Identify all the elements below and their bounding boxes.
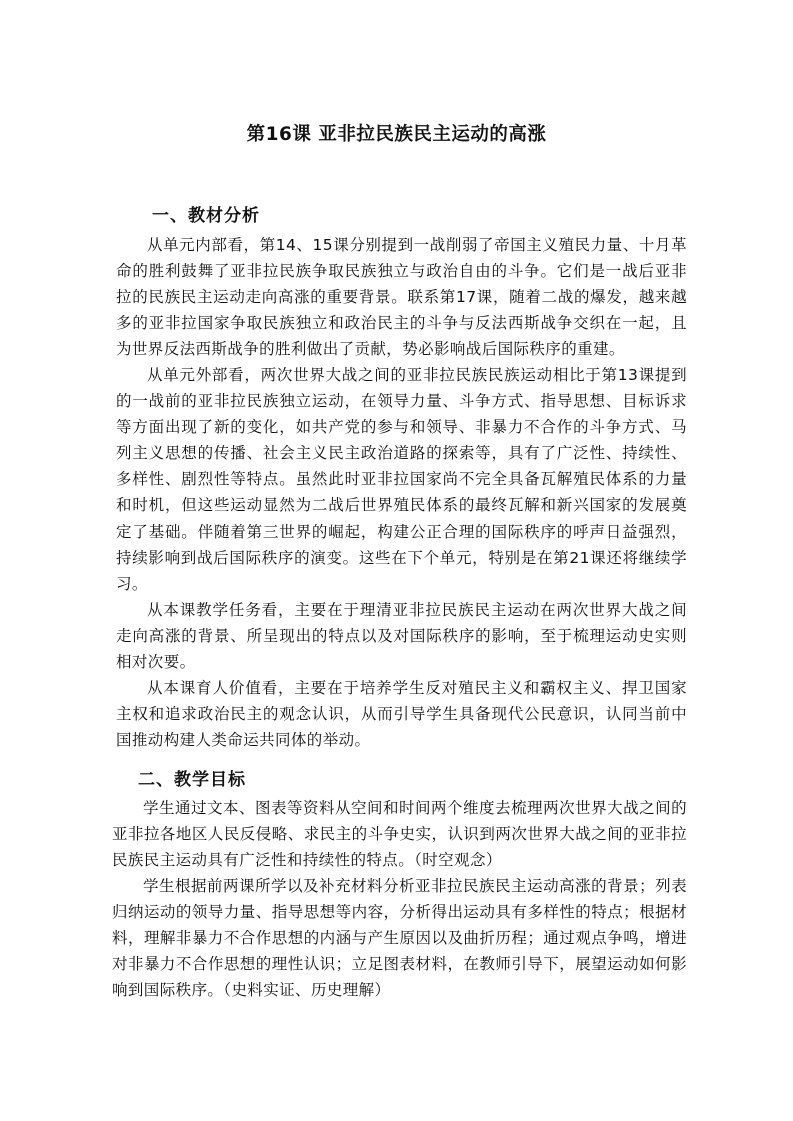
section-heading-teaching-goals: 二、教学目标 [138,770,246,790]
paragraph-teaching-task: 从本课教学任务看，主要在于理清亚非拉民族民主运动在两次世界大战之间走向高涨的背景、所呈现出的特点以及对国际秩序的影响，至于梳理运动史实则相对次要。 [116,601,687,672]
paragraph-goal-evidence: 学生根据前两课所学以及补充材料分析亚非拉民族民主运动高涨的背景；列表归纳运动的领导力量、指导思想等内容，分析得出运动具有多样性的特点；根据材料，理解非暴力不合作思想的内涵与产生原因以及曲折历程；通过观点争鸣，增进对非暴力不合作思想的理性认识；立足图表材料，在教师引导下，展望运动如何影响到国际秩序。（史料实证、历史理解） [112,877,687,1000]
paragraph-unit-internal: 从单元内部看，第14、15课分别提到一战削弱了帝国主义殖民力量、十月革命的胜利鼓舞了亚非拉民族争取民族独立与政治自由的斗争。它们是一战后亚非拉的民族民主运动走向高涨的重要背景。联系第17课，随着二战的爆发，越来越多的亚非拉国家争取民族独立和政治民主的斗争与反法西斯战争交织在一起，且为世界反法西斯战争的胜利做出了贡献，势必影响战后国际秩序的重建。 [116,236,687,359]
document-title: 第16课 亚非拉民族民主运动的高涨 [246,124,547,145]
paragraph-unit-external: 从单元外部看，两次世界大战之间的亚非拉民族民族运动相比于第13课提到的一战前的亚非拉民族独立运动，在领导力量、斗争方式、指导思想、目标诉求等方面出现了新的变化，如共产党的参与和领导、非暴力不合作的斗争方式、马列主义思想的传播、社会主义民主政治道路的探索等，具有了广泛性、持续性、多样性、剧烈性等特点。虽然此时亚非拉国家尚不完全具备瓦解殖民体系的力量和时机，但这些运动显然为二战后世界殖民体系的最终瓦解和新兴国家的发展奠定了基础。伴随着第三世界的崛起，构建公正合理的国际秩序的呼声日益强烈，持续影响到战后国际秩序的演变。这些在下个单元，特别是在第21课还将继续学习。 [116,366,687,593]
paragraph-educational-value: 从本课育人价值看，主要在于培养学生反对殖民主义和霸权主义、捍卫国家主权和追求政治民主的观念认识，从而引导学生具备现代公民意识，认同当前中国推动构建人类命运共同体的举动。 [116,679,687,750]
section-heading-textbook-analysis: 一、教材分析 [152,206,260,226]
paragraph-goal-spatiotemporal: 学生通过文本、图表等资料从空间和时间两个维度去梳理两次世界大战之间的亚非拉各地区人民反侵略、求民主的斗争史实，认识到两次世界大战之间的亚非拉民族民主运动具有广泛性和持续性的特点。（时空观念） [112,799,687,870]
